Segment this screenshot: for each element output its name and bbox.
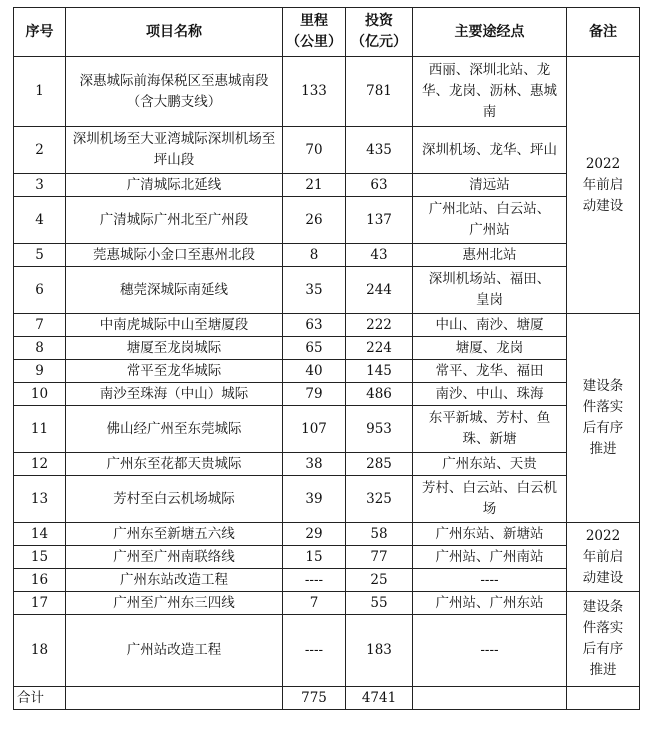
row-project-name: 深圳机场至大亚湾城际深圳机场至坪山段 <box>66 127 283 174</box>
project-table <box>13 7 640 710</box>
row-length: 21 <box>283 174 346 197</box>
row-route: 广州东站、天贵 <box>413 453 567 476</box>
row-project-name: 南沙至珠海（中山）城际 <box>66 383 283 406</box>
row-length: 8 <box>283 244 346 267</box>
row-investment: 285 <box>346 453 413 476</box>
row-route: 深圳机场、龙华、坪山 <box>413 127 567 174</box>
row-index: 18 <box>14 615 66 687</box>
row-investment: 222 <box>346 314 413 337</box>
row-route: 广州站、广州东站 <box>413 592 567 615</box>
row-index: 13 <box>14 476 66 523</box>
header-row <box>14 8 640 57</box>
row-investment: 781 <box>346 57 413 127</box>
row-length: 29 <box>283 523 346 546</box>
row-investment: 244 <box>346 267 413 314</box>
row-length: 26 <box>283 197 346 244</box>
row-route: 南沙、中山、珠海 <box>413 383 567 406</box>
total-empty <box>66 687 283 710</box>
row-length: 133 <box>283 57 346 127</box>
row-investment: 325 <box>346 476 413 523</box>
row-project-name: 广州至广州南联络线 <box>66 546 283 569</box>
note-group-d: 建设条件落实后有序推进 <box>567 592 640 687</box>
row-length: 107 <box>283 406 346 453</box>
row-project-name: 广州东至新塘五六线 <box>66 523 283 546</box>
row-length: 35 <box>283 267 346 314</box>
row-length: 15 <box>283 546 346 569</box>
row-route: 清远站 <box>413 174 567 197</box>
header-investment: 投资 （亿元） <box>346 8 413 57</box>
row-index: 12 <box>14 453 66 476</box>
row-investment: 77 <box>346 546 413 569</box>
table-row <box>14 127 640 174</box>
row-length: 39 <box>283 476 346 523</box>
table-row <box>14 57 640 127</box>
row-route: 常平、龙华、福田 <box>413 360 567 383</box>
row-investment: 486 <box>346 383 413 406</box>
row-index: 15 <box>14 546 66 569</box>
row-index: 17 <box>14 592 66 615</box>
row-length: 79 <box>283 383 346 406</box>
table-row <box>14 314 640 337</box>
row-project-name: 广州至广州东三四线 <box>66 592 283 615</box>
table-row <box>14 337 640 360</box>
row-index: 9 <box>14 360 66 383</box>
row-length: 63 <box>283 314 346 337</box>
header-route: 主要途经点 <box>413 8 567 57</box>
header-project-name: 项目名称 <box>66 8 283 57</box>
header-index: 序号 <box>14 8 66 57</box>
row-length: 65 <box>283 337 346 360</box>
row-route: 中山、南沙、塘厦 <box>413 314 567 337</box>
row-route: ---- <box>413 615 567 687</box>
total-route-empty <box>413 687 567 710</box>
row-investment: 183 <box>346 615 413 687</box>
row-index: 5 <box>14 244 66 267</box>
total-note-empty <box>567 687 640 710</box>
row-investment: 58 <box>346 523 413 546</box>
table-row <box>14 383 640 406</box>
table-row <box>14 523 640 546</box>
row-project-name: 芳村至白云机场城际 <box>66 476 283 523</box>
row-project-name: 常平至龙华城际 <box>66 360 283 383</box>
row-length: 70 <box>283 127 346 174</box>
row-index: 11 <box>14 406 66 453</box>
row-route: 芳村、白云站、白云机场 <box>413 476 567 523</box>
total-investment: 4741 <box>346 687 413 710</box>
row-route: 广州北站、白云站、广州站 <box>413 197 567 244</box>
row-length: ---- <box>283 569 346 592</box>
row-length: 40 <box>283 360 346 383</box>
row-index: 6 <box>14 267 66 314</box>
table-row <box>14 174 640 197</box>
table-row <box>14 476 640 523</box>
row-index: 1 <box>14 57 66 127</box>
total-label: 合计 <box>14 687 66 710</box>
row-project-name: 广州东站改造工程 <box>66 569 283 592</box>
note-group-a: 2022 年前启动建设 <box>567 57 640 314</box>
row-route: 广州站、广州南站 <box>413 546 567 569</box>
row-project-name: 广清城际北延线 <box>66 174 283 197</box>
row-project-name: 穗莞深城际南延线 <box>66 267 283 314</box>
table-row <box>14 360 640 383</box>
table-row <box>14 453 640 476</box>
row-route: ---- <box>413 569 567 592</box>
row-length: ---- <box>283 615 346 687</box>
header-length: 里程 （公里） <box>283 8 346 57</box>
row-investment: 55 <box>346 592 413 615</box>
table-row <box>14 592 640 615</box>
table-row <box>14 569 640 592</box>
row-investment: 435 <box>346 127 413 174</box>
table-row <box>14 197 640 244</box>
row-index: 8 <box>14 337 66 360</box>
row-project-name: 莞惠城际小金口至惠州北段 <box>66 244 283 267</box>
table-row <box>14 615 640 687</box>
row-investment: 953 <box>346 406 413 453</box>
row-index: 7 <box>14 314 66 337</box>
row-project-name: 广清城际广州北至广州段 <box>66 197 283 244</box>
row-project-name: 塘厦至龙岗城际 <box>66 337 283 360</box>
row-investment: 43 <box>346 244 413 267</box>
row-route: 西丽、深圳北站、龙华、龙岗、沥林、惠城南 <box>413 57 567 127</box>
row-investment: 25 <box>346 569 413 592</box>
table-row <box>14 406 640 453</box>
note-group-b: 建设条件落实后有序推进 <box>567 314 640 523</box>
row-project-name: 广州站改造工程 <box>66 615 283 687</box>
row-project-name: 中南虎城际中山至塘厦段 <box>66 314 283 337</box>
row-route: 塘厦、龙岗 <box>413 337 567 360</box>
note-group-c: 2022 年前启动建设 <box>567 523 640 592</box>
table-row <box>14 267 640 314</box>
row-route: 惠州北站 <box>413 244 567 267</box>
row-route: 东平新城、芳村、鱼珠、新塘 <box>413 406 567 453</box>
header-note: 备注 <box>567 8 640 57</box>
row-index: 16 <box>14 569 66 592</box>
row-investment: 224 <box>346 337 413 360</box>
row-length: 7 <box>283 592 346 615</box>
row-index: 3 <box>14 174 66 197</box>
total-length: 775 <box>283 687 346 710</box>
row-investment: 63 <box>346 174 413 197</box>
row-investment: 145 <box>346 360 413 383</box>
row-project-name: 佛山经广州至东莞城际 <box>66 406 283 453</box>
table-row <box>14 244 640 267</box>
row-index: 2 <box>14 127 66 174</box>
row-index: 4 <box>14 197 66 244</box>
row-investment: 137 <box>346 197 413 244</box>
row-project-name: 深惠城际前海保税区至惠城南段（含大鹏支线） <box>66 57 283 127</box>
row-route: 深圳机场站、福田、皇岗 <box>413 267 567 314</box>
row-index: 10 <box>14 383 66 406</box>
table-row <box>14 546 640 569</box>
row-length: 38 <box>283 453 346 476</box>
total-row <box>14 687 640 710</box>
row-project-name: 广州东至花都天贵城际 <box>66 453 283 476</box>
row-index: 14 <box>14 523 66 546</box>
row-route: 广州东站、新塘站 <box>413 523 567 546</box>
